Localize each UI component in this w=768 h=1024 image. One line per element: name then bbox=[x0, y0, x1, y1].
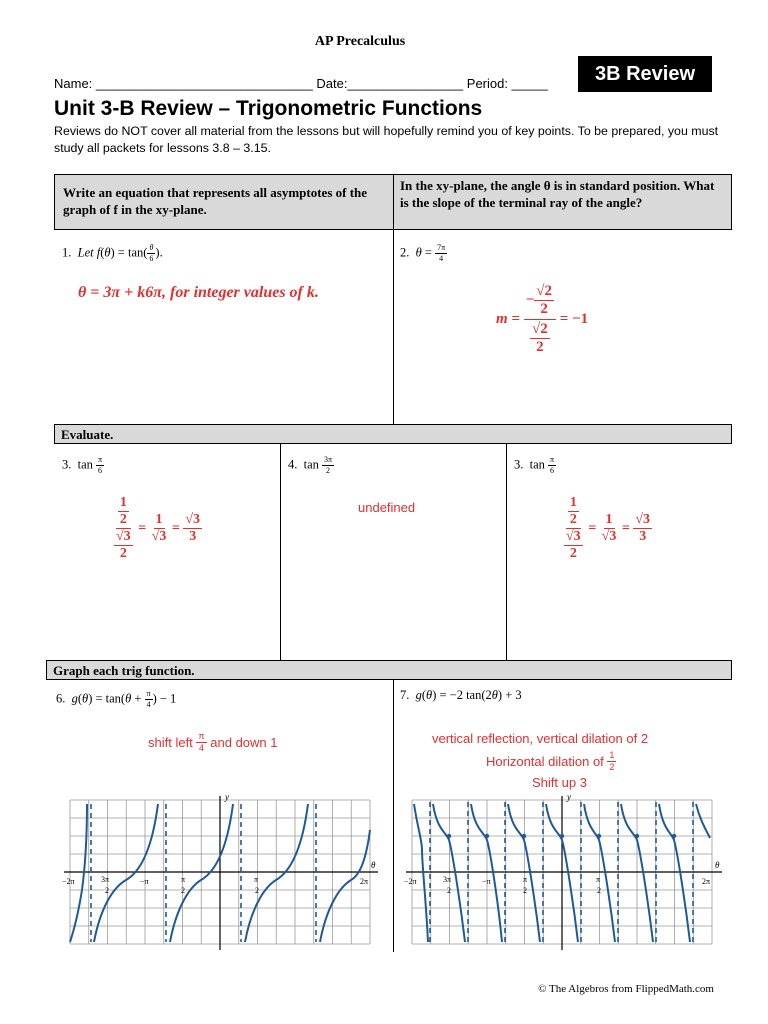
review-badge: 3B Review bbox=[578, 56, 712, 92]
q7-note-2: Horizontal dilation of $\frac{1}{2}$ bbox=[486, 750, 615, 772]
section1-right-header: In the xy-plane, the angle θ is in standard position. What is the slope of the terminal ray of the angle? bbox=[393, 174, 732, 230]
svg-text:2: 2 bbox=[105, 886, 109, 895]
name-date-period-line: Name: ______________________________ Date:________________ Period: _____ bbox=[54, 76, 548, 91]
section2-header: Evaluate. bbox=[54, 424, 732, 444]
q3-prompt: 3. tan $\frac{\pi}{6}$ bbox=[62, 455, 103, 475]
svg-text:3π: 3π bbox=[101, 875, 110, 884]
q1-answer: θ = 3π + k6π, for integer values of k. bbox=[78, 284, 319, 301]
graph-q7-tick-labels bbox=[404, 875, 710, 895]
svg-text:2: 2 bbox=[597, 886, 601, 895]
svg-text:π: π bbox=[523, 875, 528, 884]
svg-text:2: 2 bbox=[447, 886, 451, 895]
graph-q6-asymptotes bbox=[91, 804, 316, 942]
svg-text:π: π bbox=[181, 875, 186, 884]
section3-header: Graph each trig function. bbox=[46, 660, 732, 680]
svg-text:2: 2 bbox=[255, 886, 259, 895]
course-title: AP Precalculus bbox=[314, 34, 406, 49]
graph-q6-y-label: y bbox=[225, 792, 229, 802]
svg-text:2π: 2π bbox=[702, 877, 711, 886]
graph-q6-x-label: θ bbox=[371, 860, 376, 870]
graph-q7-x-label: θ bbox=[715, 860, 720, 870]
q6-note: shift left $\frac{\pi}{4}$ and down 1 bbox=[148, 731, 278, 753]
q7-prompt: 7. g(θ) = −2 tan(2θ) + 3 bbox=[400, 688, 522, 702]
q5-answer: $\frac{\frac{1}{2}}{\frac{√3}{2}}$ = $\frac{1}{√3}$ = $\frac{√3}{3}$ bbox=[566, 495, 651, 561]
svg-text:3π: 3π bbox=[443, 875, 452, 884]
q6-prompt: 6. g(θ) = tan(θ + $\frac{\pi}{4}$ ) − 1 bbox=[56, 689, 177, 709]
q2-answer: m = − $\frac{√2}{2}$ $\frac{√2}{2}$ = −1 bbox=[496, 283, 589, 355]
q4-answer: undefined bbox=[358, 500, 416, 515]
svg-text:−π: −π bbox=[482, 877, 491, 886]
svg-text:2: 2 bbox=[523, 886, 527, 895]
graph-q7 bbox=[402, 790, 724, 956]
graph-q6-tick-labels bbox=[62, 875, 368, 895]
q7-note-3: Shift up 3 bbox=[532, 775, 587, 790]
svg-text:π: π bbox=[596, 875, 601, 884]
graph-q6 bbox=[60, 790, 380, 956]
svg-text:−2π: −2π bbox=[404, 877, 417, 886]
section2-divider-2 bbox=[506, 444, 507, 660]
q1-prompt: 1. Let f(θ) = tan( $\frac{\theta}{6}$ ). bbox=[62, 243, 163, 263]
section1-divider bbox=[393, 230, 394, 424]
svg-text:−π: −π bbox=[140, 877, 149, 886]
svg-text:2π: 2π bbox=[360, 877, 369, 886]
section1-left-header: Write an equation that represents all asymptotes of the graph of f in the xy-plane. bbox=[54, 174, 394, 230]
svg-text:−2π: −2π bbox=[62, 877, 75, 886]
svg-text:2: 2 bbox=[181, 886, 185, 895]
section2-divider-1 bbox=[280, 444, 281, 660]
q3-answer: $\frac{\frac{1}{2}}{\frac{√3}{2}}$ = $\frac{1}{√3}$ = $\frac{√3}{3}$ bbox=[116, 495, 201, 561]
graph-q7-y-label: y bbox=[567, 792, 571, 802]
q5-prompt: 3. tan $\frac{\pi}{6}$ bbox=[514, 455, 555, 475]
footer-credit: © The Algebros from FlippedMath.com bbox=[538, 983, 714, 995]
page-title: Unit 3-B Review – Trigonometric Functions bbox=[54, 97, 483, 120]
q7-note-1: vertical reflection, vertical dilation of 2 bbox=[432, 731, 649, 746]
q2-prompt: 2. θ = $\frac{7\pi}{4}$ bbox=[400, 243, 446, 263]
q4-prompt: 4. tan $\frac{3\pi}{2}$ bbox=[288, 455, 333, 475]
svg-text:π: π bbox=[254, 875, 259, 884]
section3-divider bbox=[393, 680, 394, 952]
intro-text: Reviews do NOT cover all material from the lessons but will hopefully remind you of key points. To be prepared, you must study all packets for lessons 3.8 – 3.15. bbox=[54, 124, 719, 155]
